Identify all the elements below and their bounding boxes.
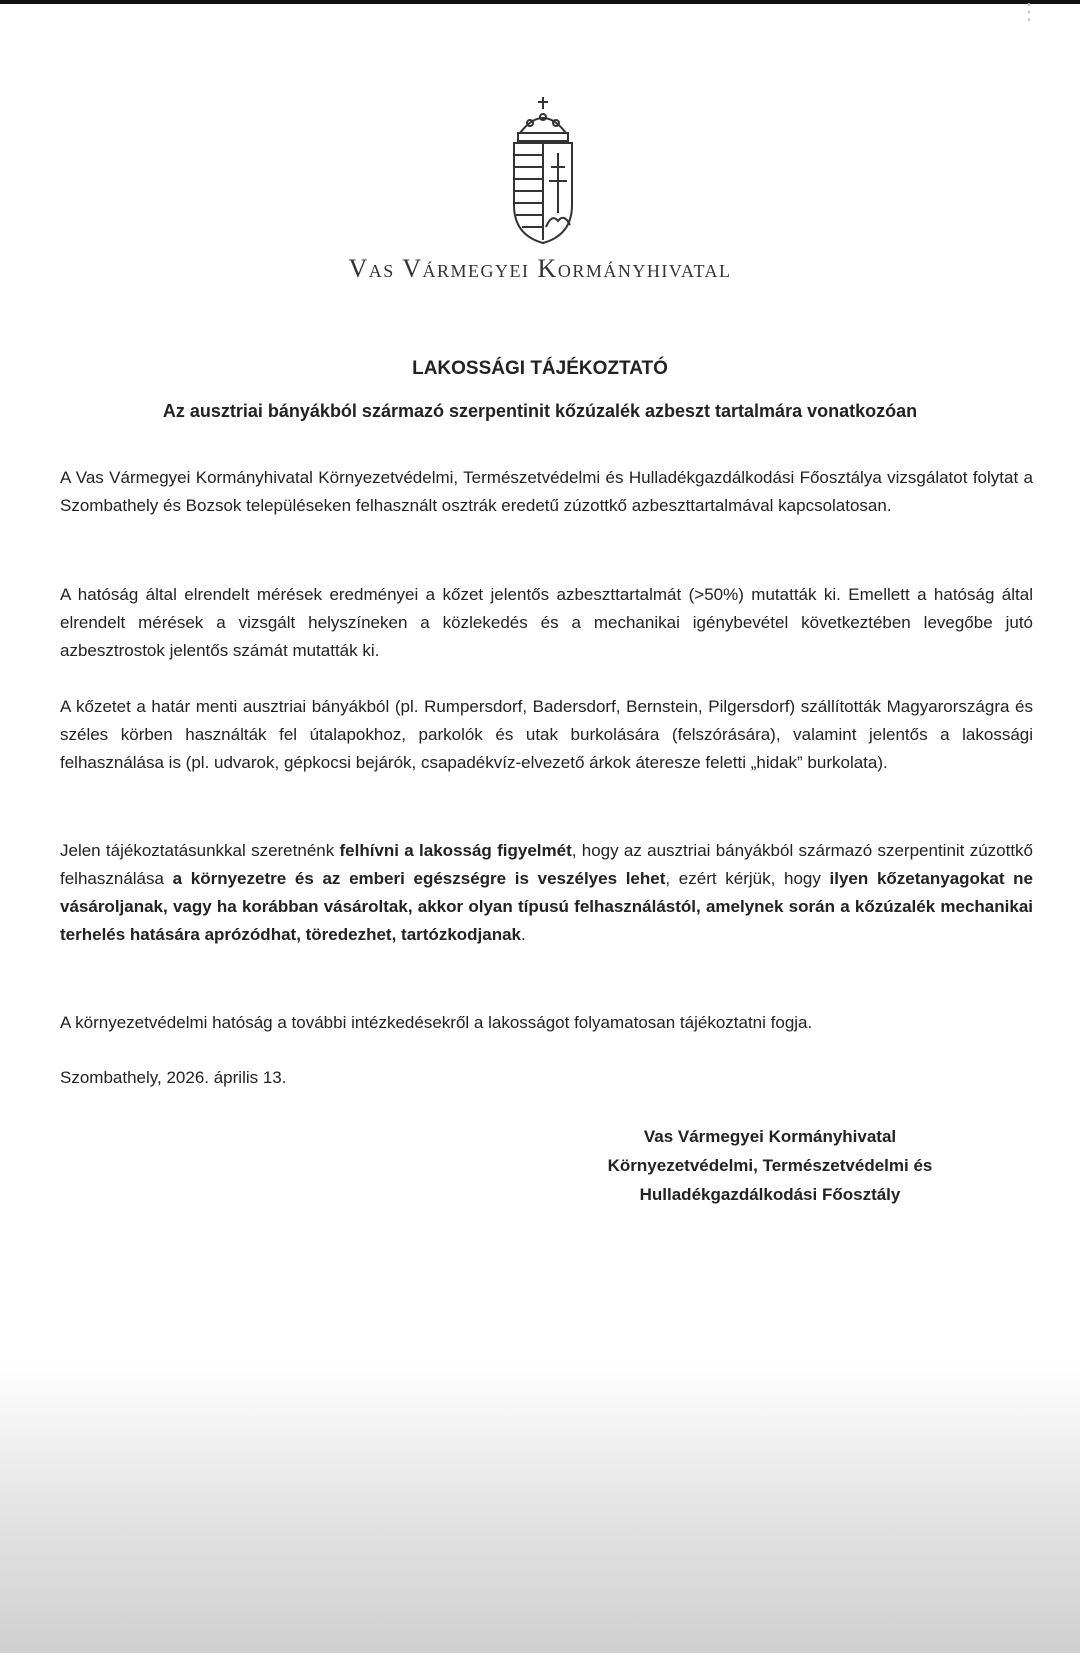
signature-line-2: Környezetvédelmi, Természetvédelmi és [607, 1156, 933, 1175]
document-title: LAKOSSÁGI TÁJÉKOZTATÓ [412, 358, 668, 379]
document-date: Szombathely, 2026. április 13. [60, 1068, 287, 1087]
paragraph-4-text: , hogy az ausztriai bányákból származó szerpentinit zúzottkő felhasználása [60, 841, 1034, 888]
bottom-gradient-overlay [0, 1360, 1080, 1653]
coat-of-arms-icon [508, 95, 578, 250]
more-options-icon[interactable]: ⋮ [1018, 0, 1040, 24]
paragraph-4 [60, 837, 1033, 949]
paragraph-1: A Vas Vármegyei Kormányhivatal Környezetvédelmi, Természetvédelmi és Hulladékgazdálkodási Főosztálya vizsgálatot folytat a Szombathely és Bozsok településeken felhasznált osztrák eredetű zúzottkő azbeszttartalmával kapcsolatosan. [60, 468, 1033, 515]
paragraph-4-emphasis: ilyen kőzetanyagokat ne vásároljanak, vagy ha korábban vásároltak, akkor olyan típusú felhasználástól, amelynek során a kőzúzalék mechanikai terhelés hatására aprózódhat, töredezhet, tartózkodjanak [60, 869, 1033, 944]
organization-header: Vas Vármegyei Kormányhivatal [348, 254, 732, 283]
paragraph-3: A kőzetet a határ menti ausztriai bányákból (pl. Rumpersdorf, Badersdorf, Bernstein, Pilgersdorf) szállították Magyarországra és széles körben használták fel útalapokhoz, parkolók és utak burkolására (felszórására), valamint jelentős a lakossági felhasználása is (pl. udvarok, gépkocsi bejárók, csapadékvíz-elvezető árkok áteresze feletti „hidak” burkolata). [60, 697, 1033, 772]
signature-line-1: Vas Vármegyei Kormányhivatal [643, 1127, 897, 1146]
paragraph-4-emphasis: a környezetre és az emberi egészségre is veszélyes lehet [172, 869, 666, 888]
document-subtitle: Az ausztriai bányákból származó szerpentinit kőzúzalék azbeszt tartalmára vonatkozóan [162, 401, 918, 421]
paragraph-5: A környezetvédelmi hatóság a további intézkedésekről a lakosságot folyamatosan tájékoztatni fogja. [60, 1013, 813, 1032]
paragraph-4-text: , ezért kérjük, hogy [665, 869, 830, 888]
paragraph-2: A hatóság által elrendelt mérések eredményei a kőzet jelentős azbeszttartalmát (>50%) mutatták ki. Emellett a hatóság által elrendelt mérések a vizsgált helyszíneken a közlekedés és a mechanikai igénybevétel következtében levegőbe jutó azbesztrostok jelentős számát mutatták ki. [60, 585, 1033, 660]
paragraph-4-text: . [521, 925, 526, 944]
paragraph-4-emphasis: felhívni a lakosság figyelmét [339, 841, 572, 860]
status-bar [0, 0, 1080, 4]
signature-line-3: Hulladékgazdálkodási Főosztály [639, 1185, 901, 1204]
signature-block [540, 1122, 1000, 1209]
paragraph-4-text: Jelen tájékoztatásunkkal szeretnénk [60, 841, 340, 860]
